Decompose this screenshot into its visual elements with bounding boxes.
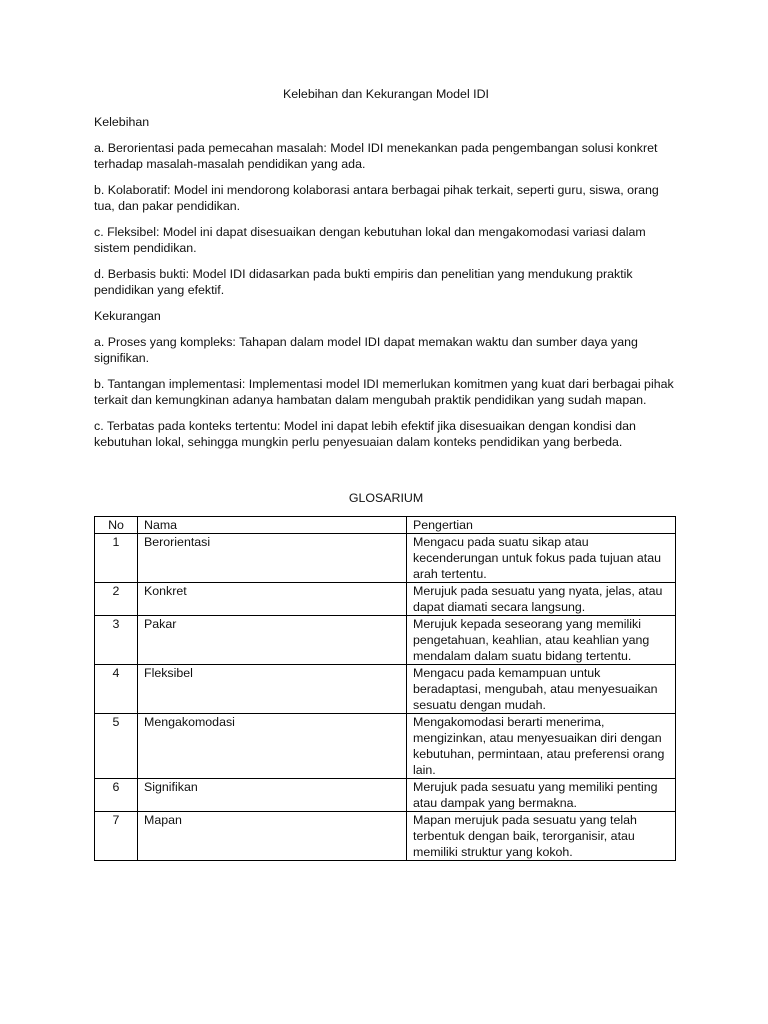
cell-pengertian: Merujuk pada sesuatu yang nyata, jelas, atau dapat diamati secara langsung.	[407, 583, 676, 616]
header-pengertian: Pengertian	[407, 517, 676, 534]
cell-pengertian: Merujuk kepada seseorang yang memiliki pengetahuan, keahlian, atau keahlian yang mendalam dalam suatu bidang tertentu.	[407, 616, 676, 665]
kelebihan-item: a. Berorientasi pada pemecahan masalah: Model IDI menekankan pada pengembangan solusi konkret terhadap masalah-masalah pendidikan yang ada.	[94, 141, 658, 171]
kelebihan-item: d. Berbasis bukti: Model IDI didasarkan pada bukti empiris dan penelitian yang mendukung praktik pendidikan yang efektif.	[94, 267, 633, 297]
kekurangan-item: a. Proses yang kompleks: Tahapan dalam model IDI dapat memakan waktu dan sumber daya yang signifikan.	[94, 335, 638, 365]
kekurangan-heading: Kekurangan	[94, 309, 161, 323]
cell-nama: Fleksibel	[138, 665, 407, 714]
document-content	[94, 86, 678, 861]
glosarium-table	[94, 516, 676, 861]
cell-pengertian: Mengacu pada kemampuan untuk beradaptasi, mengubah, atau menyesuaikan sesuatu dengan mudah.	[407, 665, 676, 714]
cell-no: 1	[95, 534, 138, 583]
glosarium-title: GLOSARIUM	[348, 491, 424, 505]
cell-pengertian: Merujuk pada sesuatu yang memiliki penting atau dampak yang bermakna.	[407, 779, 676, 812]
cell-no: 3	[95, 616, 138, 665]
header-nama: Nama	[138, 517, 407, 534]
cell-pengertian: Mapan merujuk pada sesuatu yang telah terbentuk dengan baik, terorganisir, atau memiliki struktur yang kokoh.	[407, 812, 676, 861]
table-row	[95, 812, 676, 861]
cell-nama: Berorientasi	[138, 534, 407, 583]
cell-nama: Pakar	[138, 616, 407, 665]
cell-no: 4	[95, 665, 138, 714]
table-row	[95, 534, 676, 583]
kekurangan-item: c. Terbatas pada konteks tertentu: Model ini dapat lebih efektif jika disesuaikan dengan kondisi dan kebutuhan lokal, sehingga mungkin perlu penyesuaian dalam konteks pendidikan yang berbeda.	[94, 419, 636, 449]
kelebihan-item: c. Fleksibel: Model ini dapat disesuaikan dengan kebutuhan lokal dan mengakomodasi variasi dalam sistem pendidikan.	[94, 225, 646, 255]
cell-no: 6	[95, 779, 138, 812]
table-header-row	[95, 517, 676, 534]
cell-nama: Signifikan	[138, 779, 407, 812]
table-row	[95, 616, 676, 665]
table-row	[95, 583, 676, 616]
cell-nama: Mengakomodasi	[138, 714, 407, 779]
table-row	[95, 665, 676, 714]
table-row	[95, 779, 676, 812]
cell-nama: Konkret	[138, 583, 407, 616]
cell-no: 2	[95, 583, 138, 616]
cell-nama: Mapan	[138, 812, 407, 861]
kelebihan-heading: Kelebihan	[94, 115, 150, 129]
table-row	[95, 714, 676, 779]
kekurangan-item: b. Tantangan implementasi: Implementasi model IDI memerlukan komitmen yang kuat dari berbagai pihak terkait dan kemungkinan adanya hambatan dalam mengubah praktik pendidikan yang sudah mapan.	[94, 377, 674, 407]
cell-no: 7	[95, 812, 138, 861]
cell-pengertian: Mengacu pada suatu sikap atau kecenderungan untuk fokus pada tujuan atau arah tertentu.	[407, 534, 676, 583]
header-no: No	[95, 517, 138, 534]
cell-no: 5	[95, 714, 138, 779]
kelebihan-item: b. Kolaboratif: Model ini mendorong kolaborasi antara berbagai pihak terkait, seperti guru, siswa, orang tua, dan pakar pendidikan.	[94, 183, 659, 213]
document-title: Kelebihan dan Kekurangan Model IDI	[283, 87, 489, 101]
cell-pengertian: Mengakomodasi berarti menerima, mengizinkan, atau menyesuaikan diri dengan kebutuhan, permintaan, atau preferensi orang lain.	[407, 714, 676, 779]
